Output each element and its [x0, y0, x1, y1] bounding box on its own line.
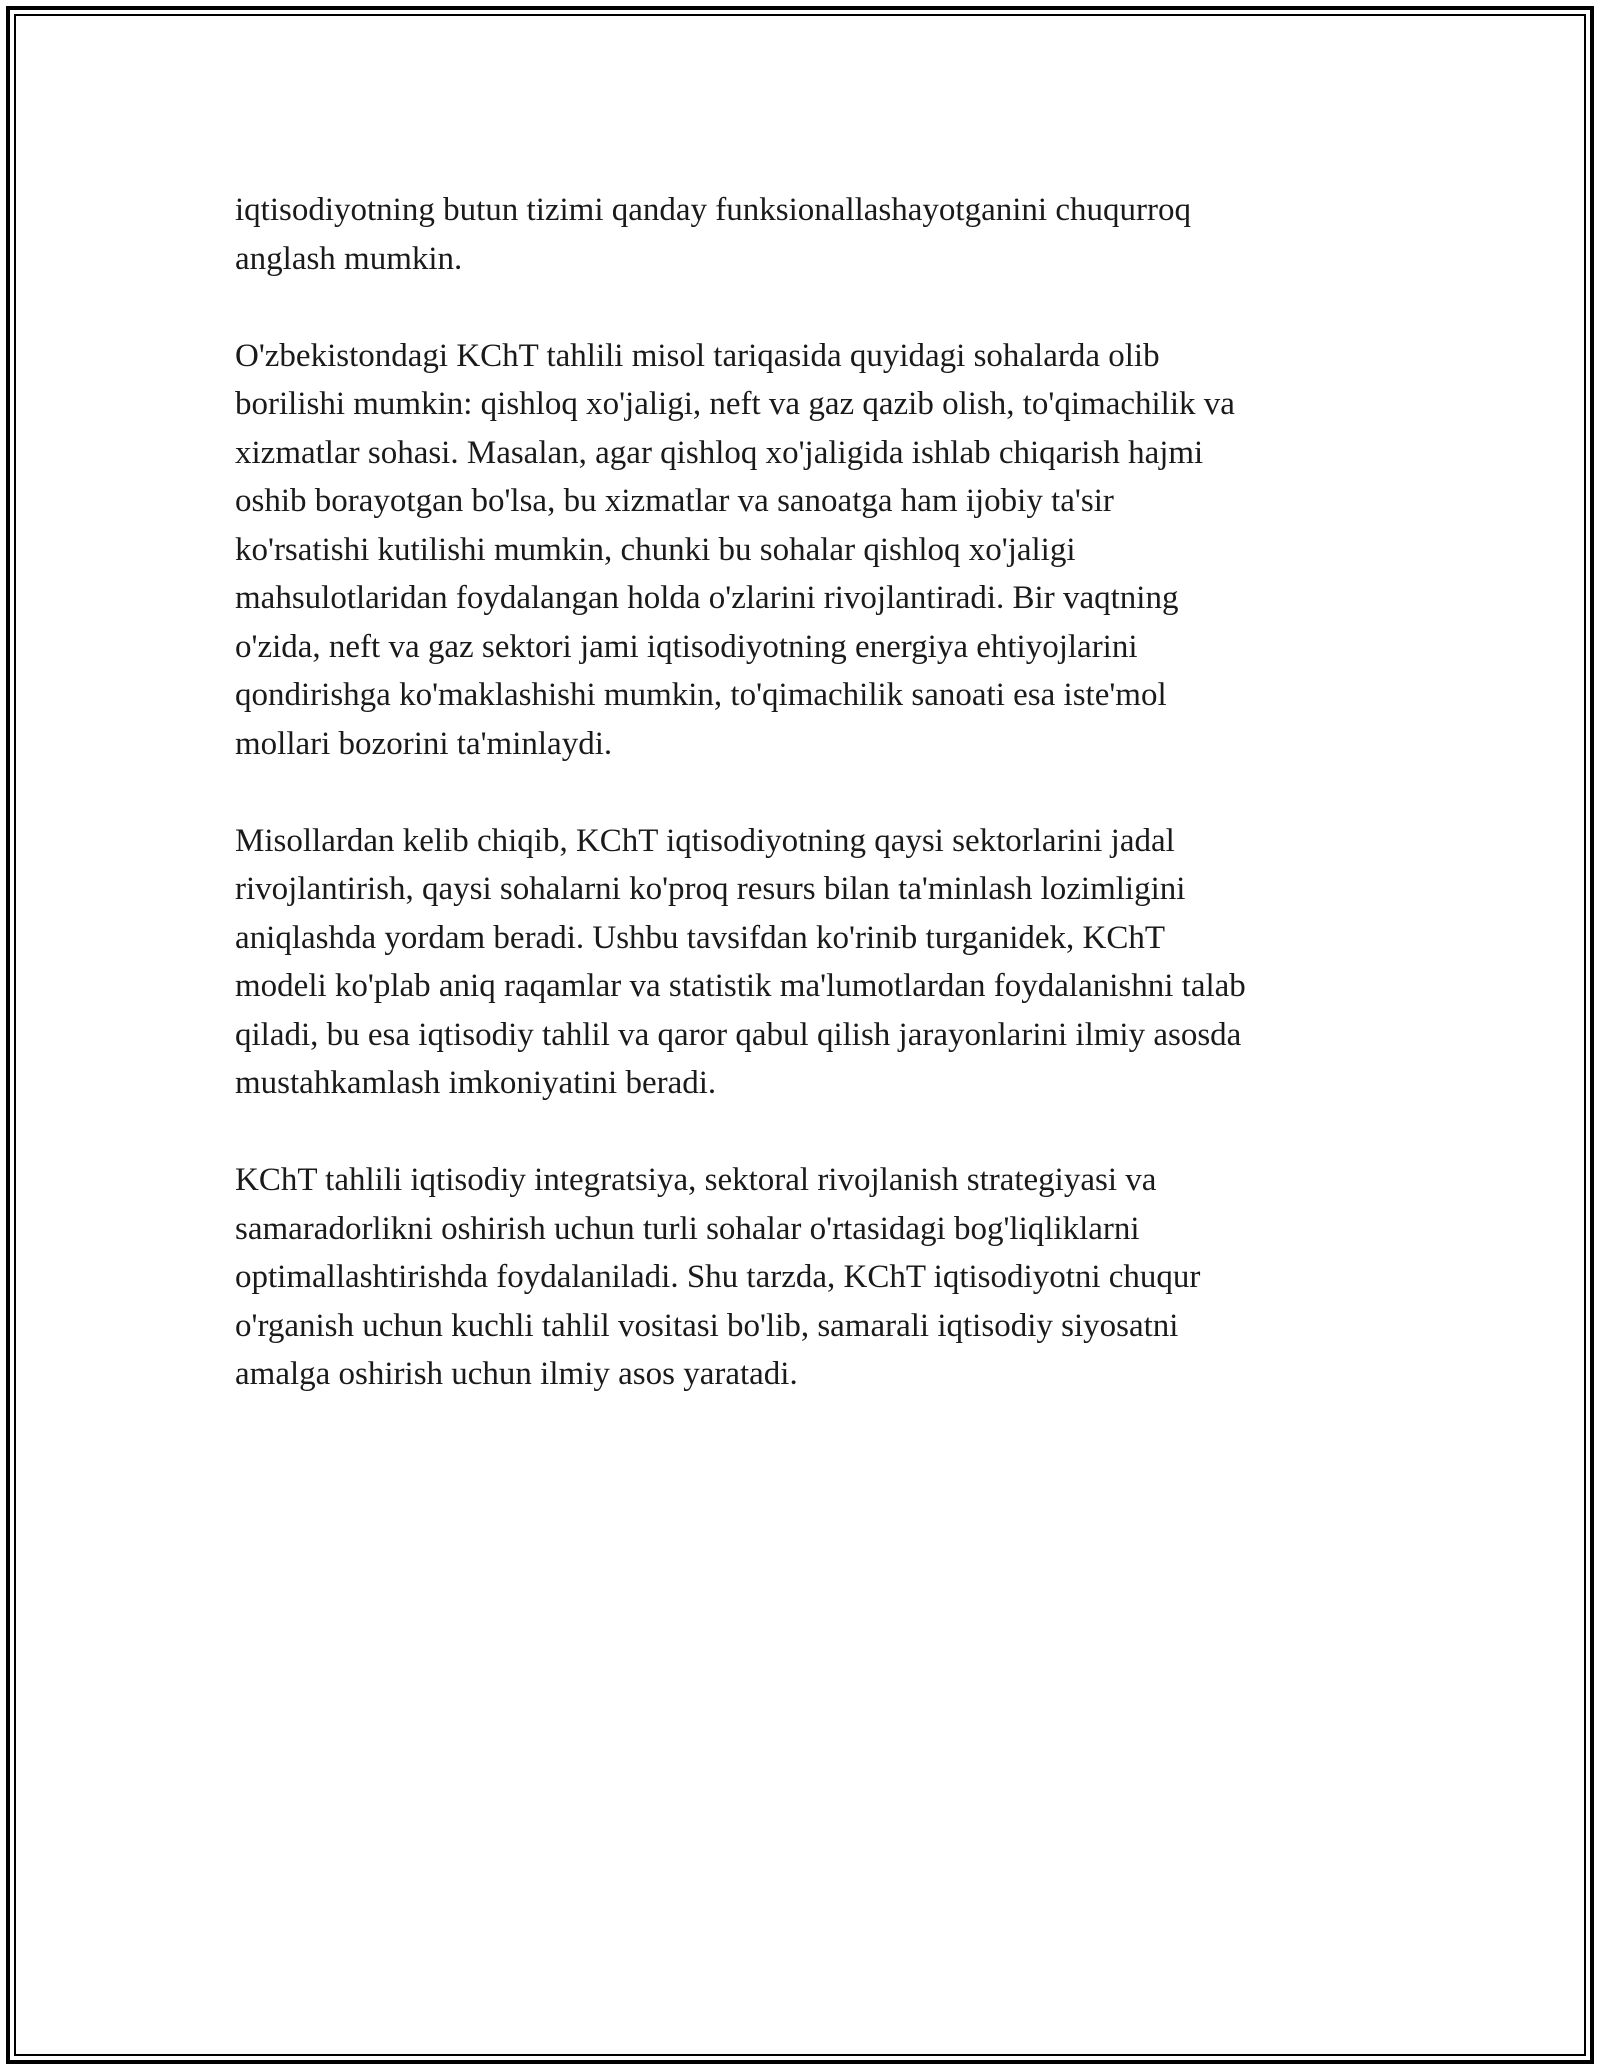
text-line: mustahkamlash imkoniyatini beradi.	[235, 1065, 717, 1101]
text-line: xizmatlar sohasi. Masalan, agar qishloq xo'jaligida ishlab chiqarish hajmi	[235, 434, 1204, 471]
text-line: borilishi mumkin: qishloq xo'jaligi, neft va gaz qazib olish, to'qimachilik va	[235, 386, 1235, 422]
text-line: anglash mumkin.	[235, 240, 463, 277]
text-line: modeli ko'plab aniq raqamlar va statistik ma'lumotlardan foydalanishni talab	[235, 968, 1246, 1004]
text-line: O'zbekistondagi KChT tahlili misol tariqasida quyidagi sohalarda olib	[235, 337, 1160, 374]
text-line: optimallashtirishda foydalaniladi. Shu tarzda, KChT iqtisodiyotni chuqur	[235, 1259, 1201, 1295]
text-line: Misollardan kelib chiqib, KChT iqtisodiyotning qaysi sektorlarini jadal	[235, 822, 1175, 859]
text-line: samaradorlikni oshirish uchun turli sohalar o'rtasidagi bog'liqliklarni	[235, 1210, 1140, 1247]
text-line: iqtisodiyotning butun tizimi qanday funksionallashayotganini chuqurroq	[235, 192, 1191, 228]
text-line: qondirishga ko'maklashishi mumkin, to'qimachilik sanoati esa iste'mol	[235, 677, 1167, 713]
text-line: aniqlashda yordam beradi. Ushbu tavsifdan ko'rinib turganidek, KChT	[235, 919, 1166, 956]
text-line: mahsulotlaridan foydalangan holda o'zlarini rivojlantiradi. Bir vaqtning	[235, 580, 1179, 616]
paragraph-1	[235, 186, 1385, 283]
text-line: rivojlantirish, qaysi sohalarni ko'proq resurs bilan ta'minlash lozimligini	[235, 871, 1186, 907]
text-line: ko'rsatishi kutilishi mumkin, chunki bu sohalar qishloq xo'jaligi	[235, 531, 1076, 568]
text-line: o'zida, neft va gaz sektori jami iqtisodiyotning energiya ehtiyojlarini	[235, 628, 1138, 665]
text-line: amalga oshirish uchun ilmiy asos yaratadi.	[235, 1356, 798, 1392]
text-line: o'rganish uchun kuchli tahlil vositasi bo'lib, samarali iqtisodiy siyosatni	[235, 1307, 1179, 1344]
document-body	[235, 186, 1385, 1447]
paragraph-3	[235, 817, 1385, 1108]
text-line: mollari bozorini ta'minlaydi.	[235, 725, 613, 762]
paragraph-2	[235, 332, 1385, 769]
paragraph-4	[235, 1156, 1385, 1399]
text-line: KChT tahlili iqtisodiy integratsiya, sektoral rivojlanish strategiyasi va	[235, 1162, 1157, 1198]
text-line: oshib borayotgan bo'lsa, bu xizmatlar va sanoatga ham ijobiy ta'sir	[235, 483, 1114, 519]
text-line: qiladi, bu esa iqtisodiy tahlil va qaror qabul qilish jarayonlarini ilmiy asosda	[235, 1016, 1242, 1053]
